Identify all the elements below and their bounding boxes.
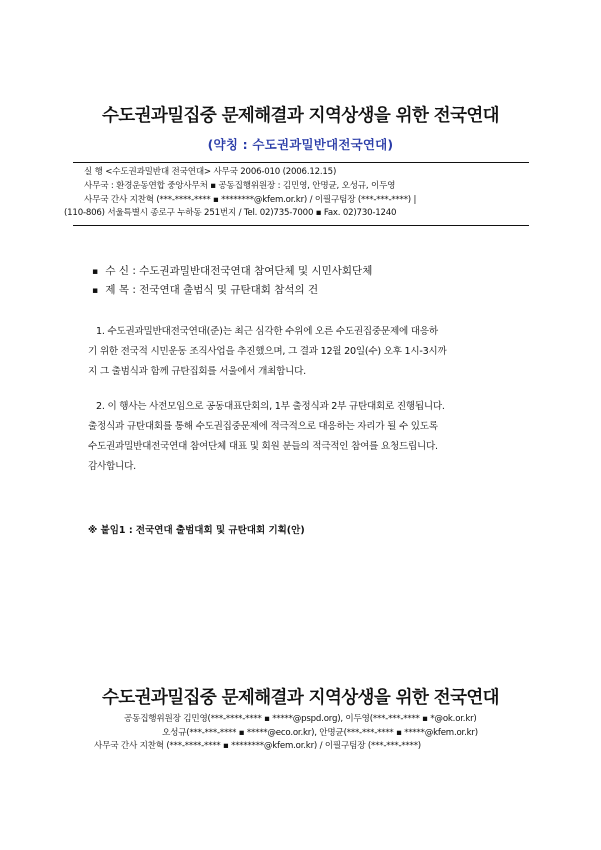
header-rule-bottom — [73, 225, 529, 226]
subject-row — [92, 282, 372, 301]
sender-info-block — [64, 166, 544, 221]
info-line-secretariat: 사무국 : 환경운동연합 중앙사무처 ▪ 공동집행위원장 : 김민영, 안명균, 오성규, 이두영 — [84, 180, 396, 191]
subject-label: 제 목 — [105, 283, 129, 296]
document-title: 수도권과밀집중 문제해결과 지역상생을 위한 전국연대 — [102, 106, 499, 126]
footer-line-cochairs-2: 오성규(***-***-**** ▪ *****@eco.or.kr), 안명균(***-***-**** ▪ *****@kfem.or.kr) — [162, 727, 478, 738]
footer-contacts — [0, 713, 601, 754]
recipient-row — [92, 263, 372, 282]
info-line-address: (110-806) 서울특별시 종로구 누하동 251번지 / Tel. 02)735-7000 ▪ Fax. 02)730-1240 — [64, 208, 397, 219]
info-line-execution: 실 행 <수도권과밀반대 전국연대> 사무국 2006-010 (2006.12.15) — [84, 167, 337, 177]
paragraph-line: 수도권과밀반대전국연대 참여단체 대표 및 회원 분들의 적극적인 참여를 요청드립니다. — [88, 441, 438, 452]
footer-line-cochairs: 공동집행위원장 김민영(***-****-**** ▪ *****@pspd.org), 이두영(***-***-**** ▪ *@ok.or.kr) — [124, 714, 477, 724]
memo-meta — [92, 263, 372, 300]
body-paragraph-1 — [88, 322, 522, 382]
info-line-contact: 사무국 간사 지찬혁 (***-****-**** ▪ ********@kfem.or.kr) / 이필구팀장 (***-***-****) | — [84, 194, 417, 205]
recipient-label: 수 신 — [105, 265, 129, 277]
document-subtitle: (약칭 : 수도권과밀반대전국연대) — [207, 137, 394, 152]
paragraph-line: 2. 이 행사는 사전모임으로 공동대표단회의, 1부 출정식과 2부 규탄대회로 진행됩니다. — [96, 401, 445, 412]
paragraph-line: 감사합니다. — [88, 461, 136, 472]
paragraph-line: 지 그 출범식과 함께 규탄집회를 서울에서 개최합니다. — [88, 366, 306, 377]
bullet-icon: ▪ — [92, 267, 99, 277]
footer-line-staff: 사무국 간사 지찬혁 (***-****-**** ▪ ********@kfem.or.kr) / 이필구팀장 (***-***-****) — [94, 741, 421, 752]
body-paragraph-2 — [88, 397, 522, 477]
bullet-icon: ▪ — [92, 285, 99, 296]
subject-value: : 전국연대 출범식 및 규탄대회 참석의 건 — [132, 283, 319, 296]
paragraph-line: 기 위한 전국적 시민운동 조직사업을 추진했으며, 그 결과 12월 20일(수) 오후 1시-3시까 — [88, 346, 447, 357]
paragraph-line: 출정식과 규탄대회를 통해 수도권집중문제에 적극적으로 대응하는 자리가 될 수 있도록 — [88, 421, 438, 432]
recipient-value: : 수도권과밀반대전국연대 참여단체 및 시민사회단체 — [132, 265, 373, 277]
footer-title: 수도권과밀집중 문제해결과 지역상생을 위한 전국연대 — [102, 688, 499, 708]
header-rule-top — [73, 162, 529, 163]
paragraph-line: 1. 수도권과밀반대전국연대(준)는 최근 심각한 수위에 오른 수도권집중문제에 대응하 — [96, 326, 438, 337]
attachment-note: ※ 붙임1 : 전국연대 출범대회 및 규탄대회 기획(안) — [88, 525, 305, 536]
